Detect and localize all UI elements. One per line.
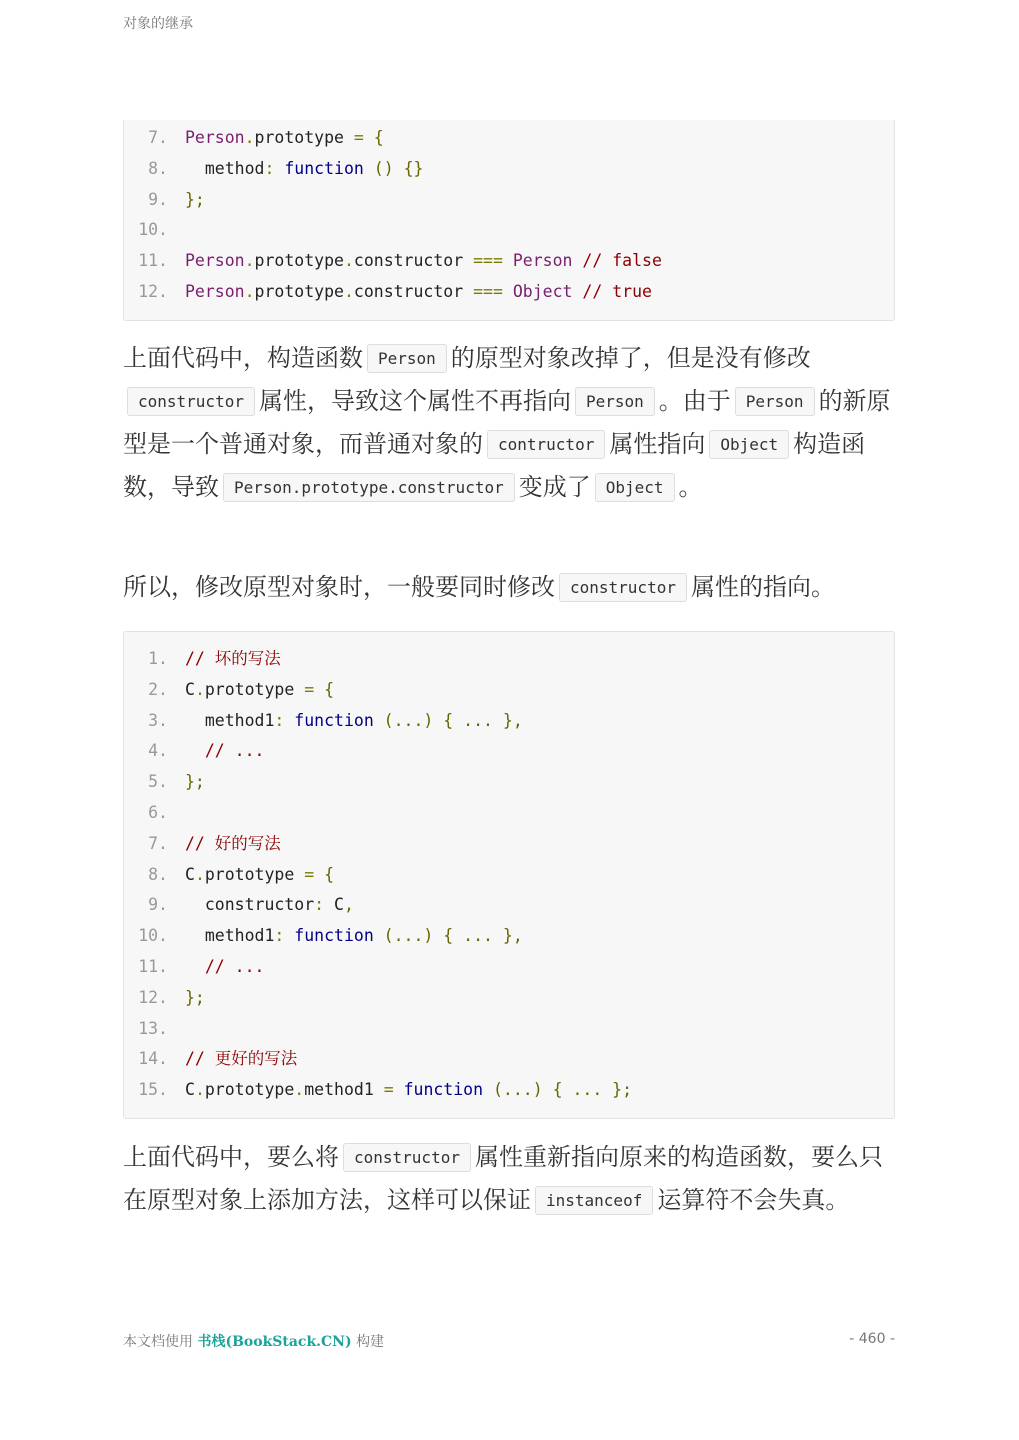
- code-token: // true: [572, 281, 652, 301]
- code-line: [124, 706, 894, 737]
- code-token: :: [274, 926, 285, 946]
- code-token: (...) { ... },: [373, 926, 523, 946]
- code-line: [124, 215, 894, 246]
- code-line: [124, 1044, 894, 1075]
- code-token: // 更好的写法: [185, 1049, 298, 1069]
- line-number: 1.: [148, 649, 168, 668]
- paragraph-text: 属性指向: [609, 430, 706, 458]
- line-number: 8.: [148, 864, 168, 884]
- code-token: function: [393, 1080, 484, 1100]
- code-token: function: [284, 710, 374, 730]
- code-token: C: [185, 679, 195, 699]
- code-token: Person: [185, 281, 245, 301]
- code-line: [124, 829, 894, 860]
- code-token: {: [363, 128, 384, 147]
- paragraph: [123, 337, 898, 509]
- line-number: 12.: [138, 281, 168, 301]
- code-token: Person: [185, 128, 245, 147]
- code-token: Person: [185, 251, 245, 271]
- code-token: C: [185, 864, 195, 884]
- code-token: .: [194, 679, 205, 699]
- code-token: .: [244, 251, 255, 271]
- page-number: - 460 -: [849, 1331, 895, 1347]
- inline-code: contructor: [487, 430, 605, 459]
- code-line: [124, 1014, 894, 1045]
- code-line: [124, 123, 894, 154]
- code-token: Object: [502, 281, 573, 301]
- line-number: 11.: [138, 251, 168, 271]
- code-token: .: [294, 1080, 305, 1100]
- code-token: };: [185, 772, 205, 792]
- paragraph-text: 属性的指向。: [690, 573, 835, 601]
- code-token: .: [244, 128, 255, 147]
- paragraph-text: 的新原型是一个普通对象，而普通对象的: [123, 387, 891, 458]
- code-token: Person: [502, 251, 573, 271]
- paragraph-text: 上面代码中，要么将: [123, 1143, 339, 1171]
- line-number: 5.: [148, 772, 168, 792]
- inline-code: instanceof: [535, 1186, 653, 1215]
- footer-suffix: 构建: [356, 1334, 385, 1350]
- code-token: .: [244, 281, 255, 301]
- line-number: 13.: [138, 1018, 168, 1038]
- paragraph: [123, 1136, 898, 1222]
- code-token: :: [314, 895, 325, 915]
- inline-code: Object: [595, 473, 675, 502]
- code-token: {: [314, 864, 335, 884]
- code-token: =: [383, 1080, 394, 1100]
- line-number: 14.: [138, 1049, 168, 1069]
- code-line: [124, 246, 894, 277]
- code-token: function: [284, 926, 374, 946]
- code-line: [124, 952, 894, 983]
- code-token: method: [185, 158, 265, 178]
- paragraph-text: 。: [678, 473, 703, 501]
- code-token: :: [274, 710, 285, 730]
- code-token: constructor: [353, 281, 474, 301]
- code-token: C: [324, 895, 344, 915]
- code-token: (...) { ... };: [483, 1080, 633, 1100]
- code-token: =: [353, 128, 364, 147]
- line-number: 10.: [138, 926, 168, 946]
- inline-code: Object: [709, 430, 789, 459]
- line-number: 4.: [148, 741, 168, 761]
- paragraph-text: 构造函数，导致: [123, 430, 866, 501]
- code-token: prototype: [204, 864, 305, 884]
- code-token: .: [194, 1080, 205, 1100]
- paragraph-text: 上面代码中，构造函数: [123, 344, 363, 372]
- line-number: 15.: [138, 1080, 168, 1100]
- code-token: C: [185, 1080, 195, 1100]
- code-token: ===: [473, 251, 503, 271]
- code-line: [124, 921, 894, 952]
- code-line: [124, 154, 894, 185]
- line-number: 2.: [148, 679, 168, 699]
- page-footer: [123, 1331, 895, 1351]
- code-token: prototype: [204, 679, 305, 699]
- inline-code: Person.prototype.constructor: [223, 473, 515, 502]
- inline-code: constructor: [127, 387, 255, 416]
- code-token: // 坏的写法: [185, 649, 281, 668]
- paragraph-text: 所以，修改原型对象时，一般要同时修改: [123, 573, 555, 601]
- inline-code: constructor: [343, 1143, 471, 1172]
- code-token: // false: [572, 251, 662, 271]
- paragraph-text: 。由于: [658, 387, 731, 415]
- line-number: 12.: [138, 987, 168, 1007]
- code-line: [124, 767, 894, 798]
- code-token: () {}: [363, 158, 424, 178]
- paragraph-text: 运算符不会失真。: [657, 1186, 850, 1214]
- code-token: };: [185, 189, 205, 209]
- code-token: // 好的写法: [185, 833, 281, 853]
- code-token: :: [264, 158, 275, 178]
- code-line: [124, 736, 894, 767]
- code-token: method1: [304, 1080, 384, 1100]
- code-token: // ...: [185, 956, 265, 976]
- code-token: {: [314, 679, 335, 699]
- code-line: [124, 890, 894, 921]
- line-number: 7.: [148, 833, 168, 853]
- code-line: [124, 798, 894, 829]
- code-line: [124, 1075, 894, 1106]
- code-token: method1: [185, 926, 275, 946]
- line-number: 11.: [138, 956, 168, 976]
- code-token: .: [194, 864, 205, 884]
- line-number: 9.: [148, 895, 168, 915]
- code-line: [124, 860, 894, 891]
- line-number: 9.: [148, 189, 168, 209]
- code-block: [123, 631, 895, 1119]
- code-token: };: [185, 987, 205, 1007]
- code-line: [124, 644, 894, 675]
- paragraph-text: 属性重新指向原来的构造函数，要么只在原型对象上添加方法，这样可以保证: [123, 1143, 883, 1214]
- code-token: ===: [473, 281, 503, 301]
- code-token: =: [304, 679, 315, 699]
- code-token: // ...: [185, 741, 265, 761]
- footer-brand-link[interactable]: 书栈(BookStack.CN): [197, 1334, 352, 1350]
- line-number: 3.: [148, 710, 168, 730]
- inline-code: Person: [735, 387, 815, 416]
- code-token: .: [343, 281, 354, 301]
- line-number: 7.: [148, 128, 168, 147]
- line-number: 10.: [138, 220, 168, 240]
- inline-code: constructor: [559, 573, 687, 602]
- inline-code: Person: [367, 344, 447, 373]
- code-token: constructor: [185, 895, 315, 915]
- code-block: [123, 120, 895, 321]
- code-token: method1: [185, 710, 275, 730]
- code-token: ,: [343, 895, 354, 915]
- code-token: prototype: [204, 1080, 295, 1100]
- code-token: prototype: [254, 281, 344, 301]
- paragraph-text: 属性，导致这个属性不再指向: [258, 387, 571, 415]
- footer-prefix: 本文档使用: [123, 1334, 193, 1350]
- paragraph-text: 的原型对象改掉了，但是没有修改: [450, 344, 811, 372]
- code-line: [124, 983, 894, 1014]
- code-line: [124, 277, 894, 308]
- code-token: prototype: [254, 251, 344, 271]
- code-token: =: [304, 864, 315, 884]
- code-token: prototype: [254, 128, 354, 147]
- code-token: function: [274, 158, 364, 178]
- code-line: [124, 675, 894, 706]
- line-number: 6.: [148, 802, 168, 822]
- line-number: 8.: [148, 158, 168, 178]
- code-token: .: [343, 251, 354, 271]
- inline-code: Person: [575, 387, 655, 416]
- paragraph: [123, 566, 898, 609]
- code-line: [124, 185, 894, 216]
- code-token: (...) { ... },: [373, 710, 523, 730]
- code-token: constructor: [353, 251, 474, 271]
- paragraph-text: 变成了: [518, 473, 591, 501]
- page-header: 对象的继承: [123, 16, 193, 32]
